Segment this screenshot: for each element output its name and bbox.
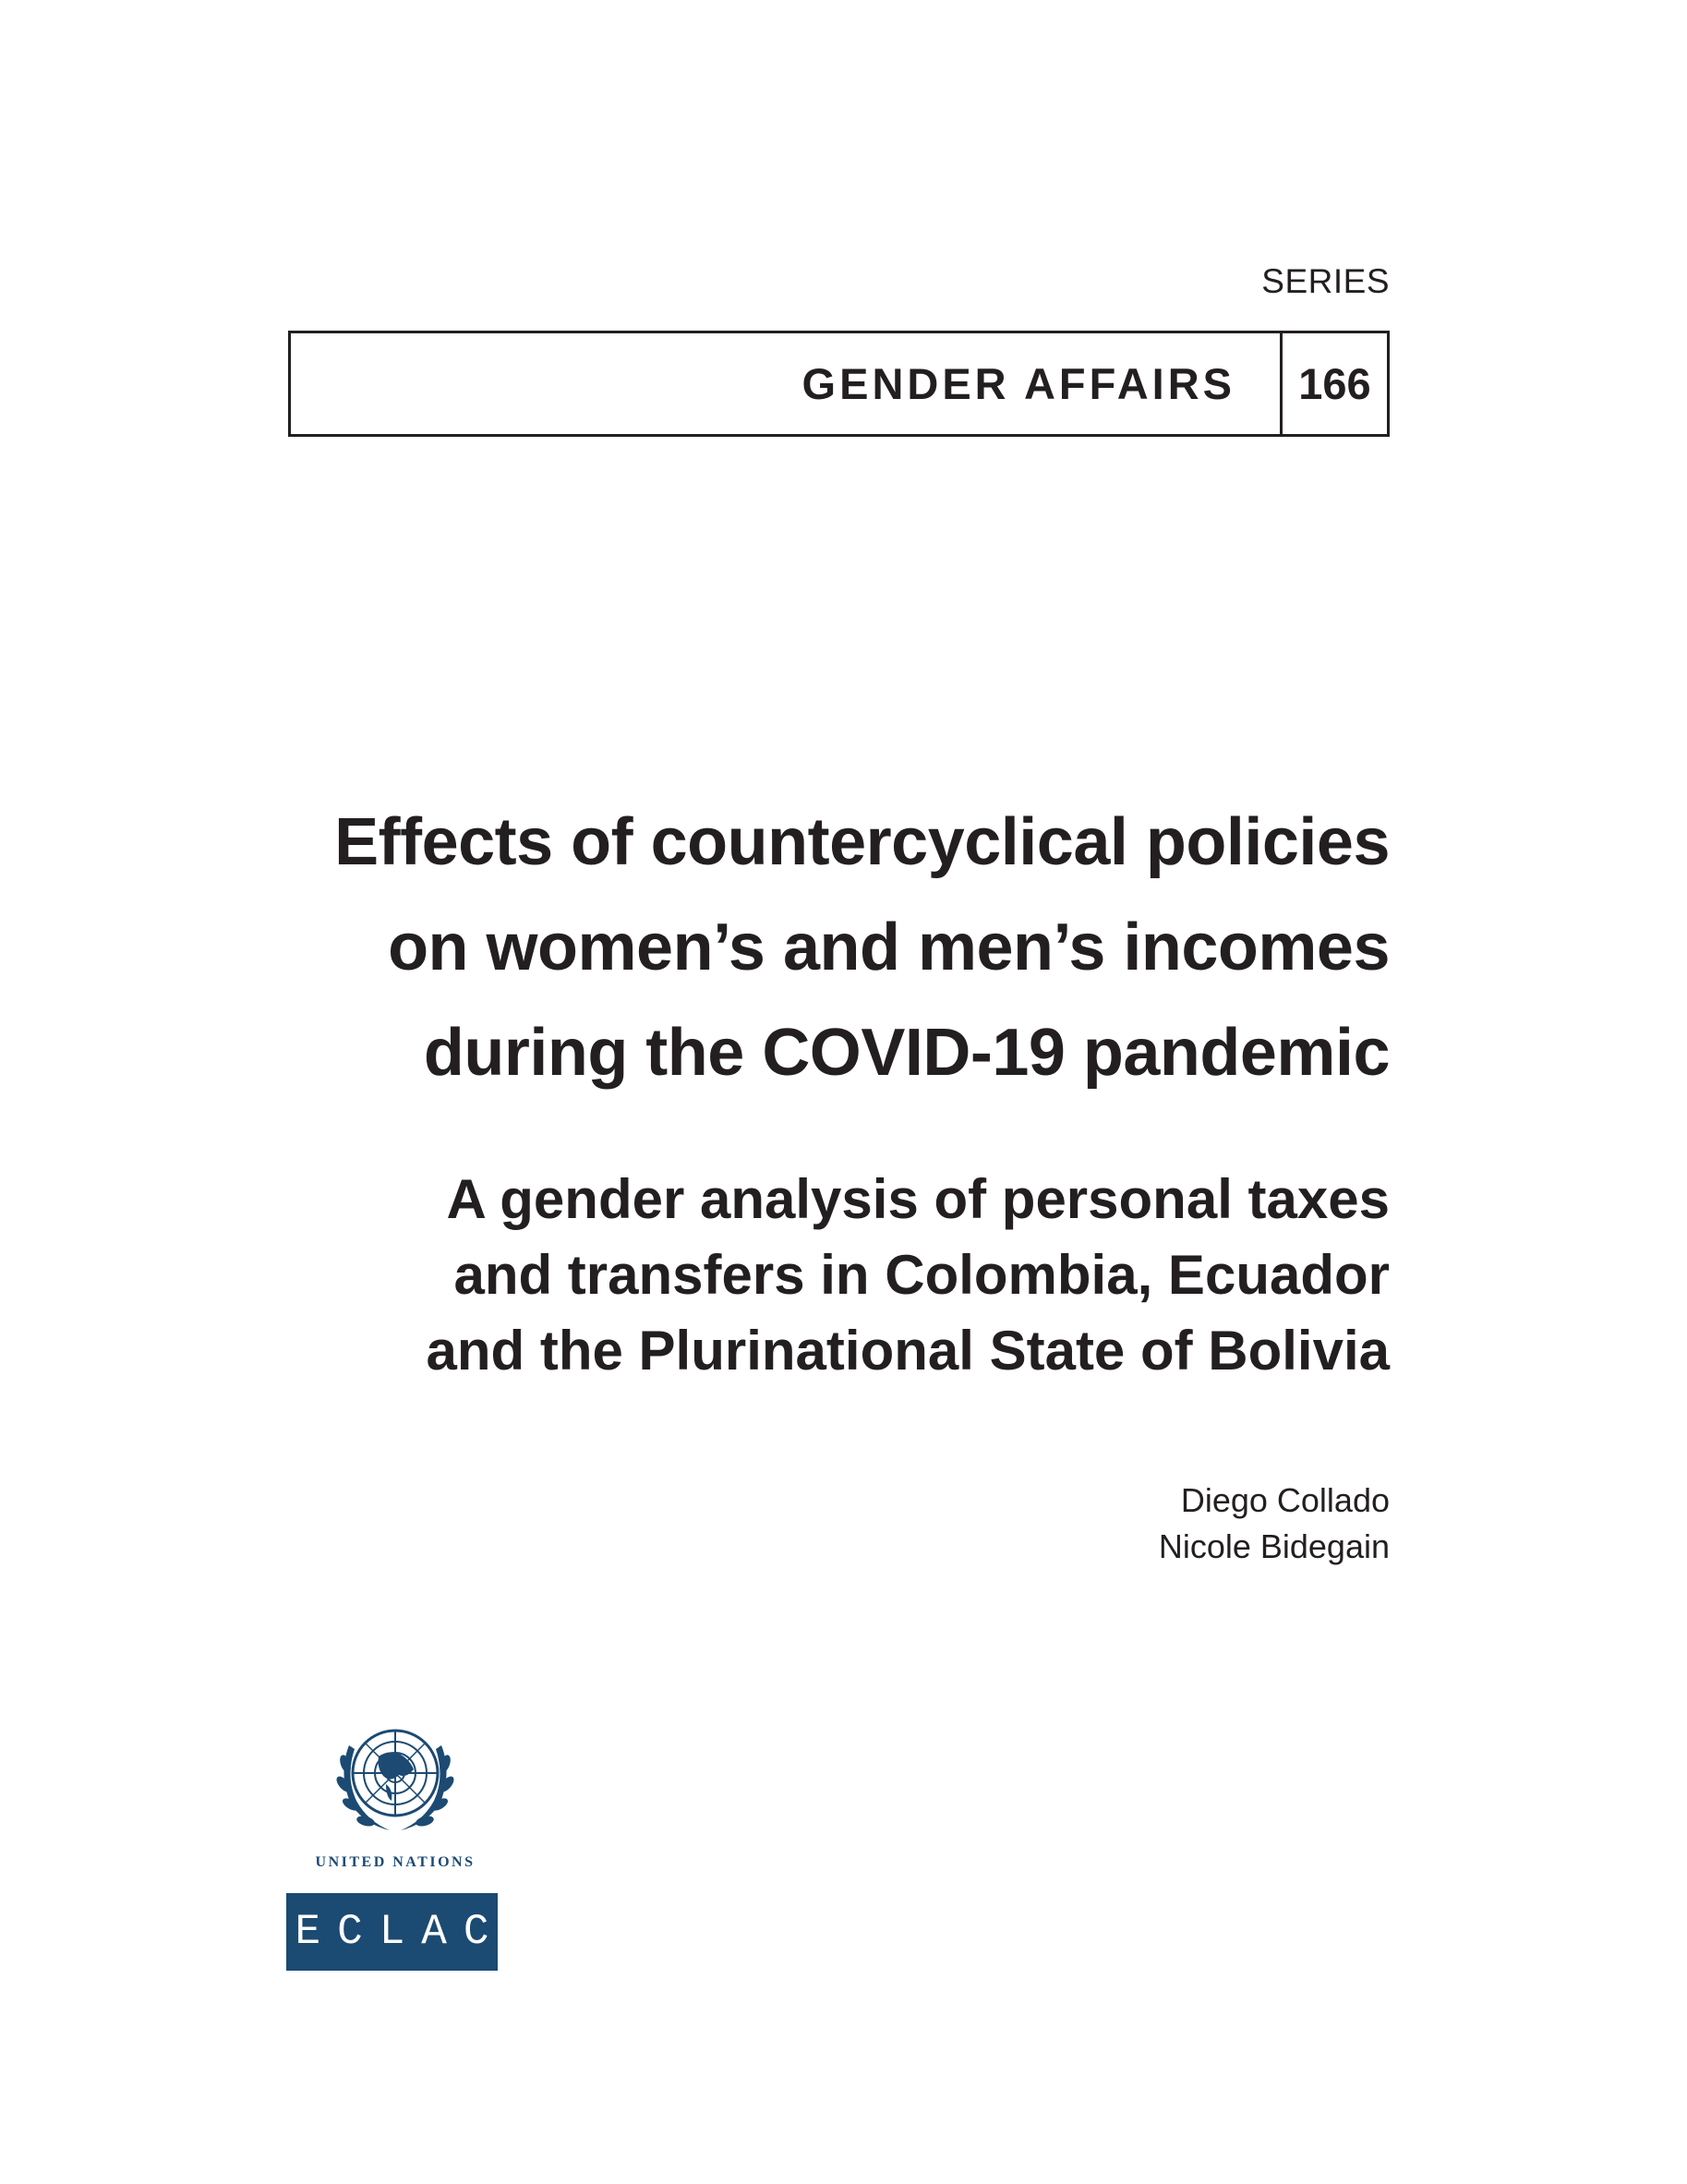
author-name: Nicole Bidegain xyxy=(1158,1527,1390,1565)
series-number: 166 xyxy=(1280,333,1387,434)
series-label: SERIES xyxy=(1261,262,1390,300)
united-nations-logo xyxy=(294,1708,497,1871)
title-line: on women’s and men’s incomes xyxy=(388,911,1390,984)
subtitle-line: and transfers in Colombia, Ecuador xyxy=(453,1244,1390,1306)
document-subtitle xyxy=(189,1162,1390,1389)
subtitle-line: A gender analysis of personal taxes xyxy=(446,1168,1390,1230)
title-line: during the COVID-19 pandemic xyxy=(423,1016,1390,1090)
un-wordmark: UNITED NATIONS xyxy=(315,1854,476,1870)
series-name: GENDER AFFAIRS xyxy=(801,359,1235,408)
title-line: Effects of countercyclical policies xyxy=(334,805,1390,879)
authors xyxy=(1159,1478,1390,1570)
author-name: Diego Collado xyxy=(1180,1481,1390,1519)
eclac-logo xyxy=(286,1893,506,1971)
eclac-wordmark: ECLAC xyxy=(295,1908,506,1956)
subtitle-line: and the Plurinational State of Bolivia xyxy=(426,1320,1390,1382)
series-box xyxy=(288,331,1390,437)
document-title xyxy=(189,790,1390,1105)
un-emblem-icon xyxy=(325,1708,465,1847)
